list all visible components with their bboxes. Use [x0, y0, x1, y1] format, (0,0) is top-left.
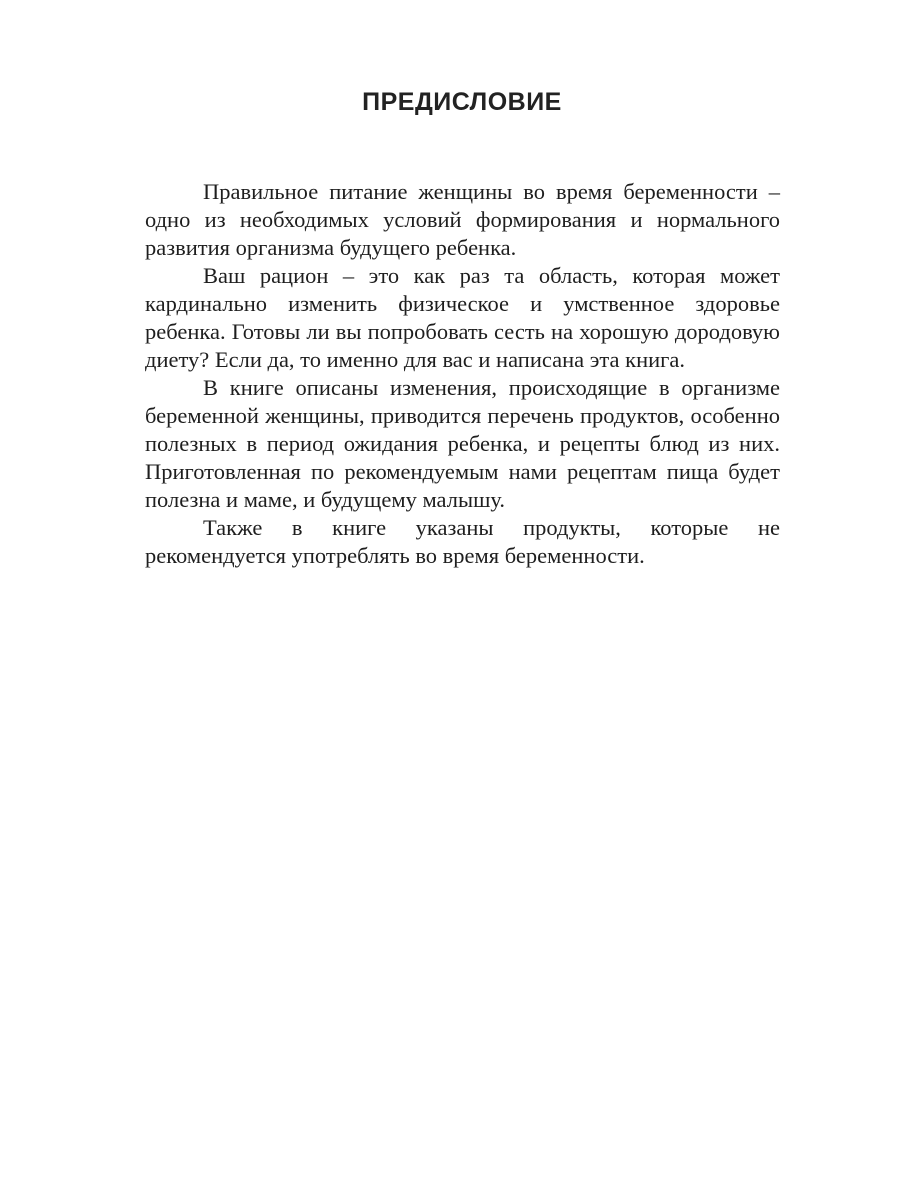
- preface-body: [145, 178, 780, 570]
- paragraph-2: Ваш рацион – это как раз та область, которая может кардинально изменить физическое и умственное здоровье ребенка. Готовы ли вы попробовать сесть на хорошую дородовую диету? Если да, то именно для вас и написана эта книга.: [145, 263, 780, 372]
- page-title: ПРЕДИСЛОВИЕ: [362, 88, 562, 116]
- paragraph-4: Также в книге указаны продукты, которые не рекомендуется употреблять во время беременности.: [145, 515, 780, 568]
- paragraph-3: В книге описаны изменения, происходящие в организме беременной женщины, приводится перечень продуктов, особенно полезных в период ожидания ребенка, и рецепты блюд из них. Приготовленная по рекомендуемым нами рецептам пища будет полезна и маме, и будущему малышу.: [145, 375, 780, 512]
- paragraph-1: Правильное питание женщины во время беременности – одно из необходимых условий формирования и нормального развития организма будущего ребенка.: [145, 179, 780, 260]
